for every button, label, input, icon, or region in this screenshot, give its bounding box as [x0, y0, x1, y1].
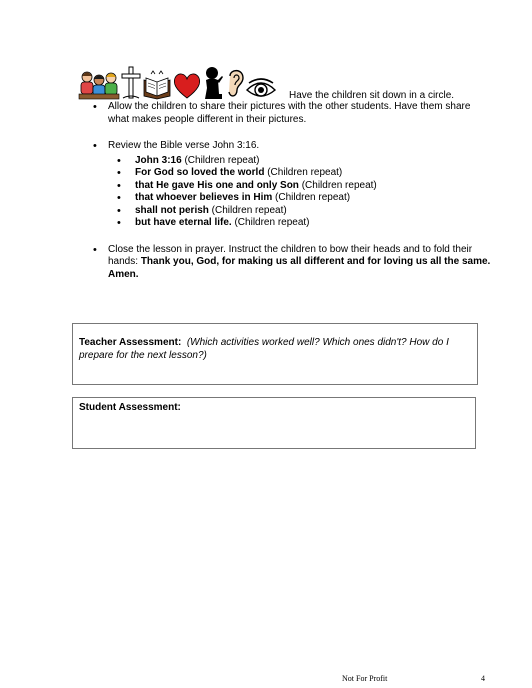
page-number: 4	[481, 674, 485, 683]
verse-line: • that He gave His one and only Son (Children repeat)	[117, 180, 493, 193]
bullet-share-pictures: • Allow the children to share their pictures with the other students. Have them share what makes people different in their pictures.	[93, 101, 493, 126]
eye-icon	[246, 78, 276, 100]
teacher-assessment-label: Teacher Assessment:	[79, 337, 182, 348]
cross-icon	[120, 66, 142, 100]
heart-icon	[172, 72, 202, 100]
praying-child-icon	[202, 66, 224, 100]
footer-not-for-profit: Not For Profit	[342, 674, 388, 683]
verse-line: • that whoever believes in Him (Children repeat)	[117, 192, 493, 205]
verse-line: • but have eternal life. (Children repeat)	[117, 217, 493, 230]
student-assessment-label: Student Assessment:	[79, 402, 181, 413]
teacher-assessment-prompt: (Which activities worked well? Which ones didn't? How do I prepare for the next lesson?)	[79, 337, 449, 361]
verse-line: • For God so loved the world (Children repeat)	[117, 167, 493, 180]
student-assessment-box[interactable]	[72, 397, 476, 449]
bible-icon	[142, 70, 172, 100]
bullet-closing-prayer: • Close the lesson in prayer. Instruct the children to bow their heads and to fold their hands: Thank you, God, for making us all different and for loving us all the same. Amen.	[93, 244, 493, 282]
icon-row	[78, 66, 276, 100]
lesson-bullets	[93, 101, 493, 281]
verse-line: • John 3:16 (Children repeat)	[117, 155, 493, 168]
children-group-icon	[78, 68, 120, 100]
icon-caption: Have the children sit down in a circle.	[289, 90, 455, 101]
verse-line: • shall not perish (Children repeat)	[117, 205, 493, 218]
teacher-assessment-box[interactable]	[72, 323, 478, 385]
prayer-text: Thank you, God, for making us all different and for loving us all the same. Amen.	[108, 256, 491, 280]
ear-icon	[224, 68, 246, 100]
verse-list	[108, 155, 493, 230]
bullet-review-verse: • Review the Bible verse John 3:16. • John 3:16 (Children repeat) • For God so loved the world (Children repeat) • that He gave His one and only Son (Children repeat) • that whoever believes in Him (Children repeat) • shall not perish (Children repeat) • but have eternal life. (Children repeat)	[93, 140, 493, 230]
